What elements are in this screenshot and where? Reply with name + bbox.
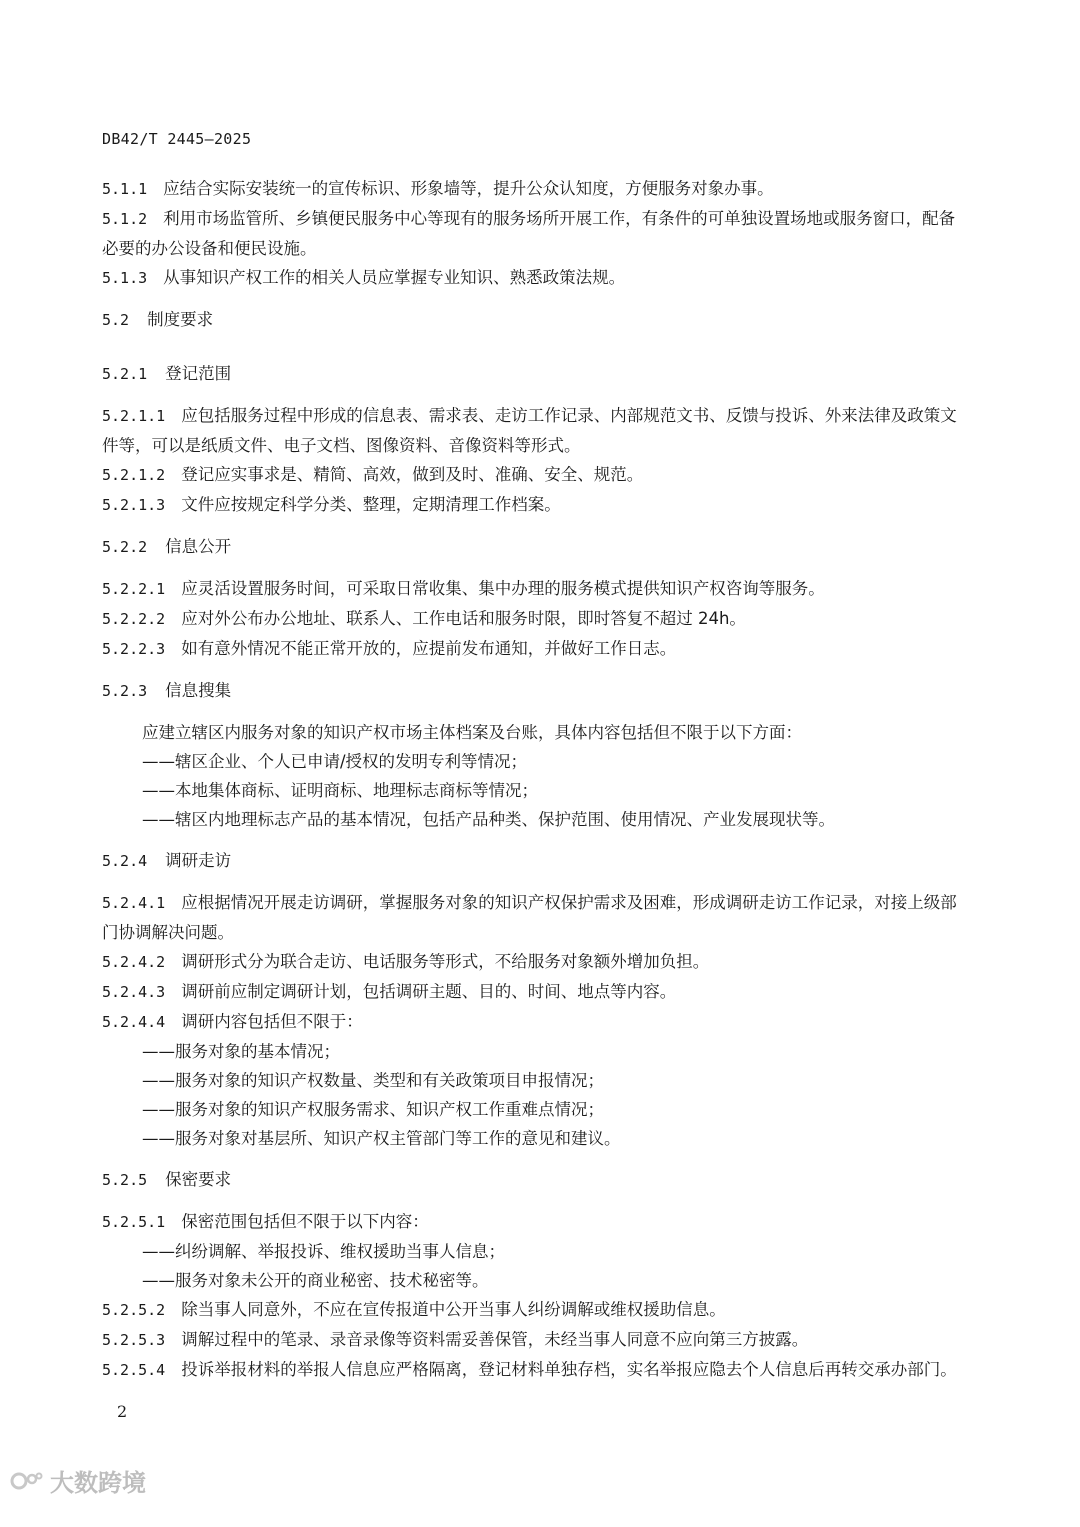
- page-number: 2: [117, 1402, 128, 1421]
- clause-text: 应结合实际安装统一的宣传标识、形象墙等，提升公众认知度，方便服务对象办事。: [163, 179, 774, 198]
- section-title: 信息搜集: [165, 681, 232, 700]
- clause-number: 5.2.1.3: [102, 496, 166, 514]
- clause-number: 5.1.1: [102, 180, 148, 198]
- section-number: 5.2.2: [102, 538, 148, 556]
- clause-text: 应对外公布办公地址、联系人、工作电话和服务时限，即时答复不超过 24h。: [181, 609, 746, 628]
- clause-text: 投诉举报材料的举报人信息应严格隔离，登记材料单独存档，实名举报应隐去个人信息后再转交承办部门。: [181, 1360, 957, 1379]
- clause-text: 调研形式分为联合走访、电话服务等形式，不给服务对象额外增加负担。: [181, 952, 710, 971]
- clause-paragraph: [102, 1325, 962, 1355]
- section-heading: [102, 532, 962, 562]
- clause-paragraph: [102, 263, 962, 293]
- clause-paragraph: [102, 1007, 962, 1037]
- clause-number: 5.2.5.1: [102, 1213, 166, 1231]
- document-header: DB42/T 2445—2025: [102, 130, 252, 148]
- list-item: ——服务对象未公开的商业秘密、技术秘密等。: [142, 1271, 489, 1290]
- clause-paragraph: [102, 204, 962, 263]
- list-item: ——服务对象的知识产权数量、类型和有关政策项目申报情况；: [142, 1071, 604, 1090]
- watermark-text: 大数跨境: [50, 1469, 146, 1497]
- clause-number: 5.2.2.2: [102, 610, 166, 628]
- section-title: 保密要求: [165, 1170, 232, 1189]
- clause-number: 5.2.2.3: [102, 640, 166, 658]
- clause-text: 保密范围包括但不限于以下内容：: [181, 1212, 429, 1231]
- section-heading: [102, 1165, 962, 1195]
- list-item: ——服务对象的基本情况；: [142, 1042, 340, 1061]
- clause-number: 5.2.4.2: [102, 953, 166, 971]
- clause-text: 调解过程中的笔录、录音录像等资料需妥善保管，未经当事人同意不应向第三方披露。: [181, 1330, 809, 1349]
- list-item: ——服务对象的知识产权服务需求、知识产权工作重难点情况；: [142, 1100, 604, 1119]
- clause-number: 5.2.4.1: [102, 894, 166, 912]
- clause-text: 应根据情况开展走访调研，掌握服务对象的知识产权保护需求及困难，形成调研走访工作记录，对接上级部门协调解决问题。: [102, 893, 957, 942]
- clause-number: 5.2.5.2: [102, 1301, 166, 1319]
- section-title: 信息公开: [165, 537, 232, 556]
- list-item: ——辖区企业、个人已申请/授权的发明专利等情况；: [142, 752, 528, 771]
- clause-text: 利用市场监管所、乡镇便民服务中心等现有的服务场所开展工作，有条件的可单独设置场地或服务窗口，配备必要的办公设备和便民设施。: [102, 209, 956, 258]
- clause-number: 5.1.3: [102, 269, 148, 287]
- section-number: 5.2.4: [102, 852, 148, 870]
- clause-text: 应包括服务过程中形成的信息表、需求表、走访工作记录、内部规范文书、反馈与投诉、外来法律及政策文件等，可以是纸质文件、电子文档、图像资料、音像资料等形式。: [102, 406, 957, 455]
- clause-paragraph: [102, 1295, 962, 1325]
- clause-paragraph: [102, 401, 962, 460]
- watermark: [10, 1463, 146, 1498]
- clause-text: 如有意外情况不能正常开放的，应提前发布通知，并做好工作日志。: [181, 639, 677, 658]
- clause-paragraph: [102, 888, 962, 947]
- section-heading: [102, 676, 962, 706]
- clause-paragraph: [102, 604, 962, 634]
- clause-paragraph: [102, 947, 962, 977]
- clause-paragraph: [102, 490, 962, 520]
- document-body: [102, 174, 962, 1385]
- clause-text: 除当事人同意外，不应在宣传报道中公开当事人纠纷调解或维权援助信息。: [181, 1300, 726, 1319]
- section-title: 调研走访: [165, 851, 232, 870]
- clause-paragraph: [102, 460, 962, 490]
- clause-number: 5.2.1.2: [102, 466, 166, 484]
- clause-number: 5.2.5.4: [102, 1361, 166, 1379]
- clause-text: 文件应按规定科学分类、整理，定期清理工作档案。: [181, 495, 561, 514]
- list-item: ——辖区内地理标志产品的基本情况，包括产品种类、保护范围、使用情况、产业发展现状等。: [142, 810, 835, 829]
- section-number: 5.2: [102, 311, 130, 329]
- list-item: ——纠纷调解、举报投诉、维权援助当事人信息；: [142, 1242, 505, 1261]
- clause-number: 5.2.4.3: [102, 983, 166, 1001]
- clause-paragraph: [102, 1207, 962, 1237]
- clause-number: 5.2.5.3: [102, 1331, 166, 1349]
- clause-number: 5.2.2.1: [102, 580, 166, 598]
- clause-text: 调研内容包括但不限于：: [181, 1012, 363, 1031]
- section-title: 登记范围: [165, 364, 232, 383]
- section-heading: [102, 305, 962, 335]
- clause-paragraph: [102, 574, 962, 604]
- section-number: 5.2.3: [102, 682, 148, 700]
- list-item: ——本地集体商标、证明商标、地理标志商标等情况；: [142, 781, 538, 800]
- clause-paragraph: [102, 1355, 962, 1385]
- clause-number: 5.1.2: [102, 210, 148, 228]
- section-number: 5.2.5: [102, 1171, 148, 1189]
- clause-text: 登记应实事求是、精简、高效，做到及时、准确、安全、规范。: [181, 465, 644, 484]
- section-heading: [102, 846, 962, 876]
- clause-text: 调研前应制定调研计划，包括调研主题、目的、时间、地点等内容。: [181, 982, 677, 1001]
- section-heading: [102, 359, 962, 389]
- list-item: 应建立辖区内服务对象的知识产权市场主体档案及台账，具体内容包括但不限于以下方面：: [142, 723, 802, 742]
- clause-paragraph: [102, 634, 962, 664]
- watermark-logo-icon: [10, 1469, 44, 1493]
- clause-text: 从事知识产权工作的相关人员应掌握专业知识、熟悉政策法规。: [163, 268, 626, 287]
- list-item: ——服务对象对基层所、知识产权主管部门等工作的意见和建议。: [142, 1129, 621, 1148]
- clause-paragraph: [102, 174, 962, 204]
- clause-text: 应灵活设置服务时间，可采取日常收集、集中办理的服务模式提供知识产权咨询等服务。: [181, 579, 825, 598]
- clause-paragraph: [102, 977, 962, 1007]
- clause-number: 5.2.1.1: [102, 407, 166, 425]
- section-title: 制度要求: [147, 310, 214, 329]
- section-number: 5.2.1: [102, 365, 148, 383]
- clause-number: 5.2.4.4: [102, 1013, 166, 1031]
